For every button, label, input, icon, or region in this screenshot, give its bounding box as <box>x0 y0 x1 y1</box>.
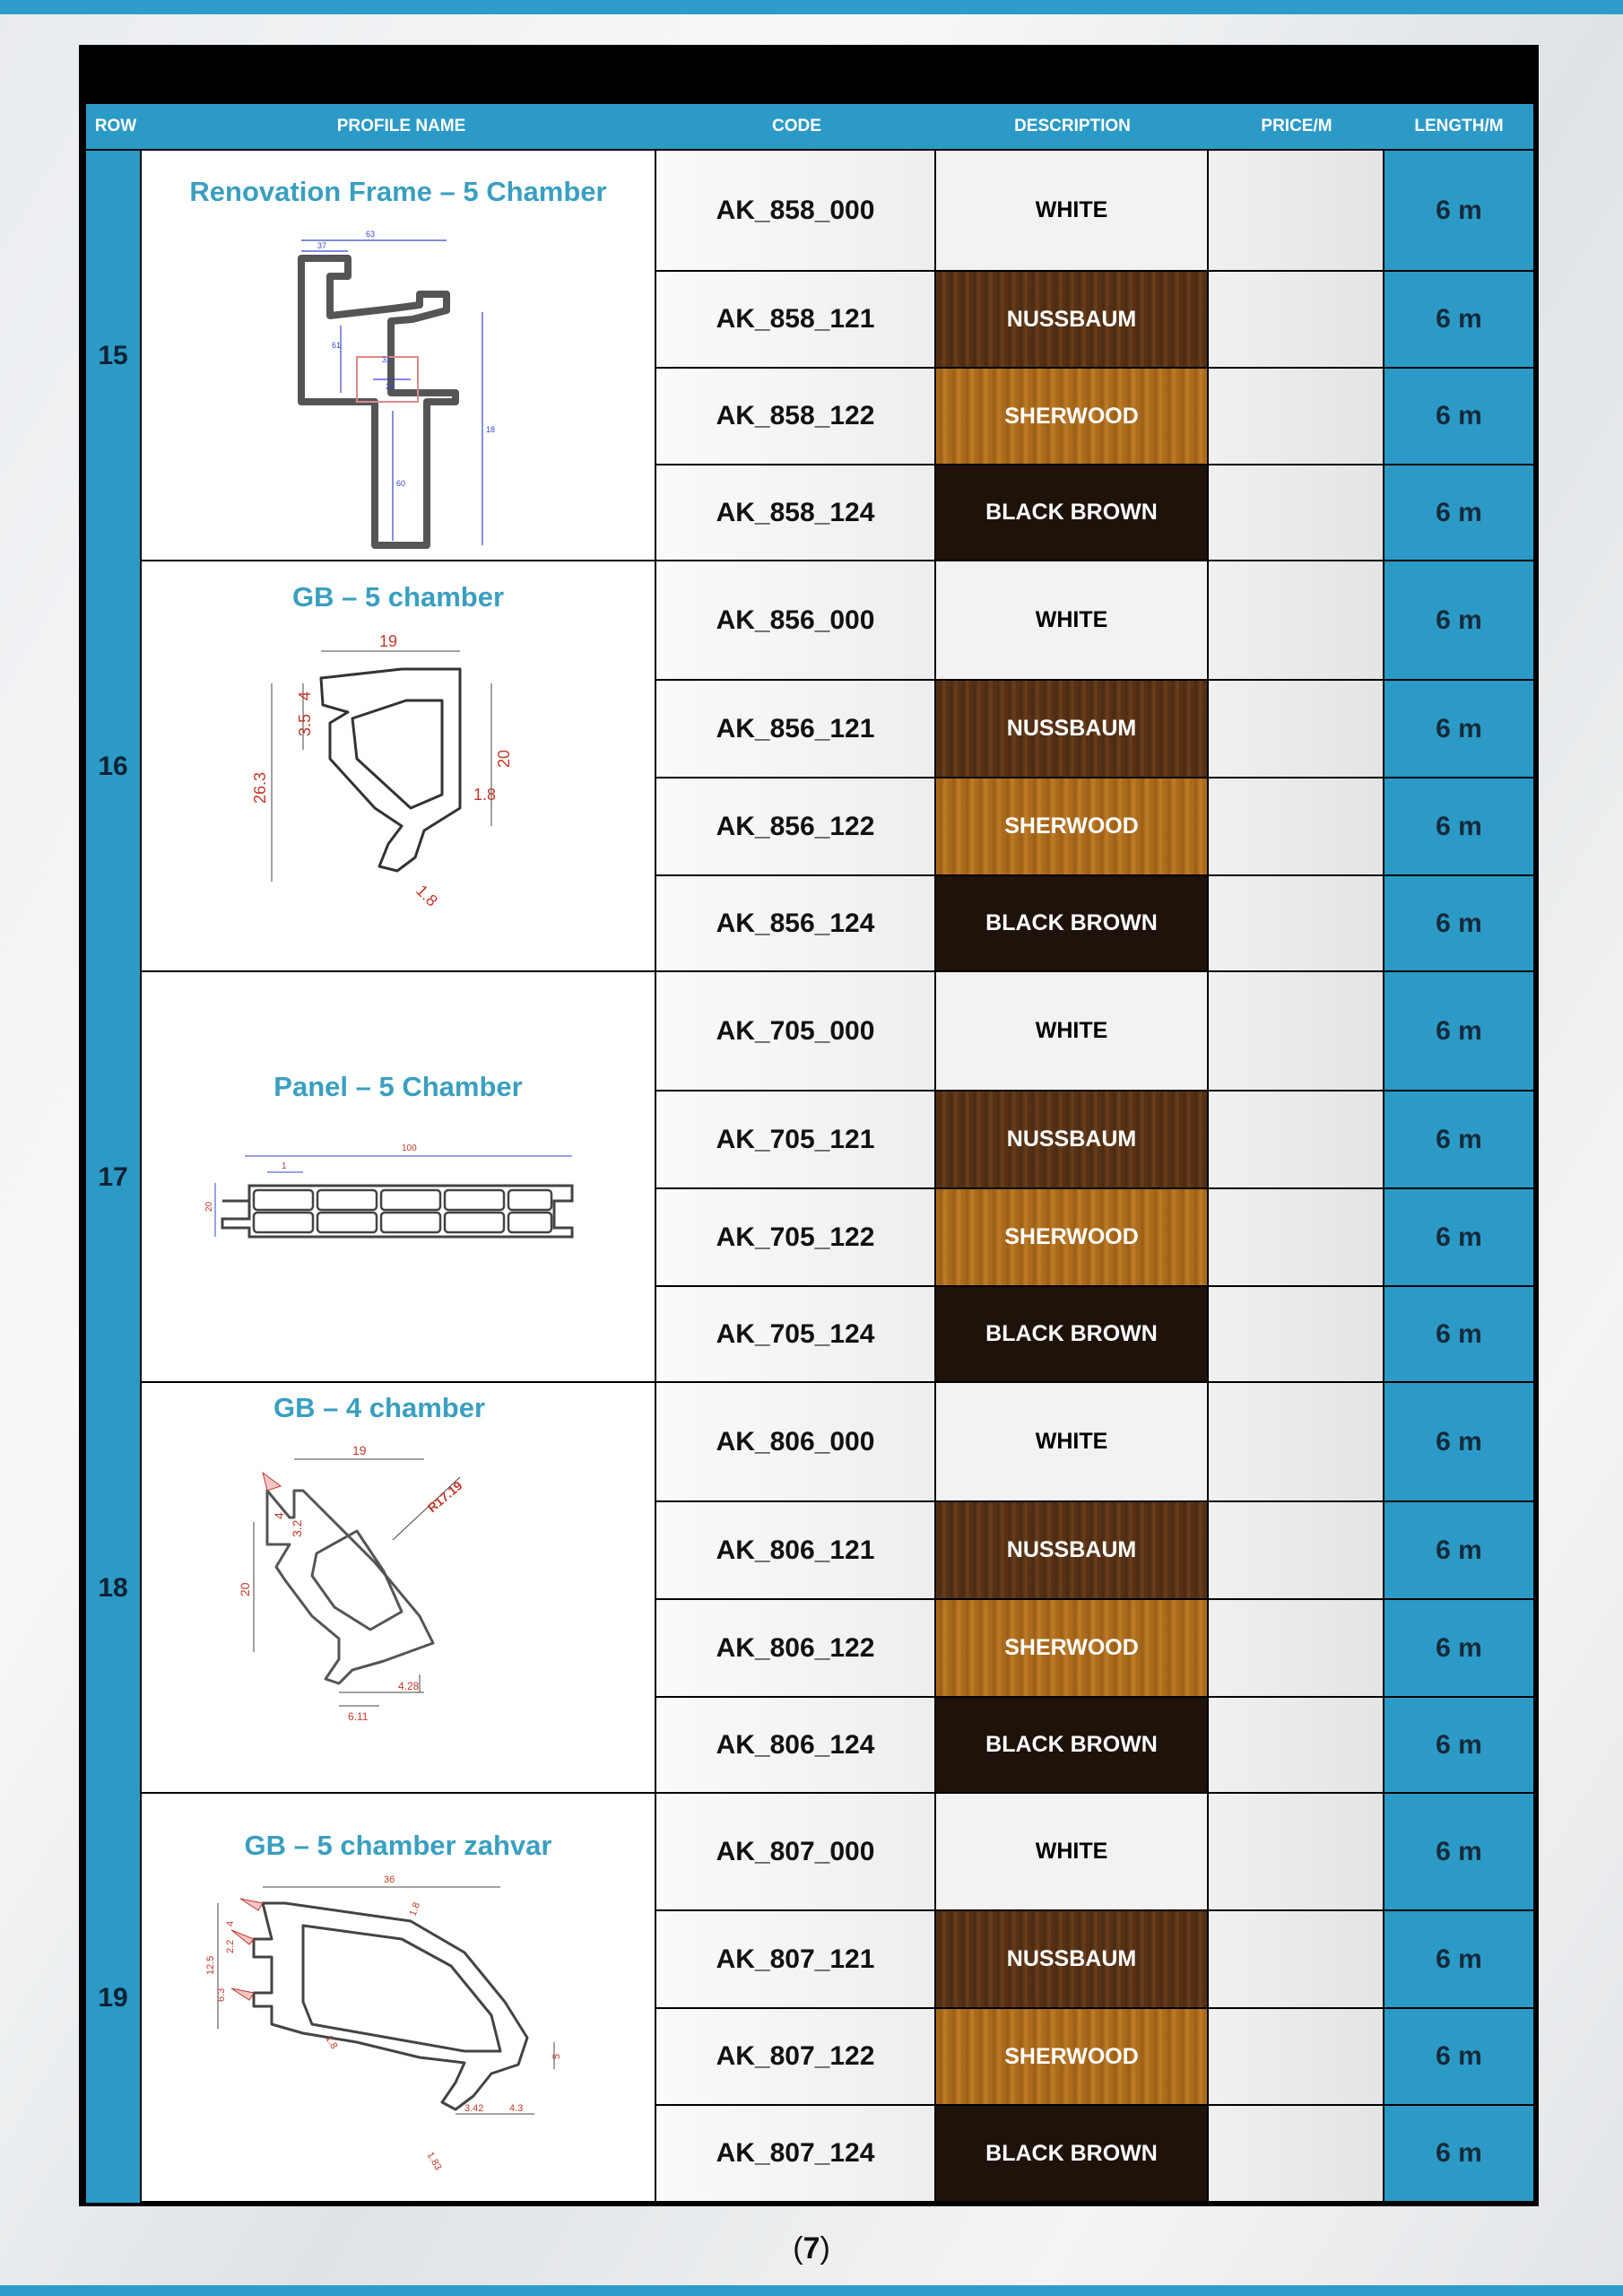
dim-label: 1.8 <box>407 1900 423 1918</box>
dim-label: R17.19 <box>424 1478 465 1516</box>
price-cell <box>1209 972 1384 1091</box>
price-cell <box>1209 1189 1384 1287</box>
profile-cell <box>142 151 656 561</box>
bottom-accent-bar <box>0 2285 1623 2296</box>
price-cell <box>1209 876 1384 972</box>
description-cell: BLACK BROWN <box>936 2106 1209 2203</box>
dim-label: 18 <box>486 425 496 434</box>
table-row <box>656 778 1533 876</box>
profile-title: GB – 4 chamber <box>273 1392 486 1423</box>
table-header <box>86 104 1533 149</box>
table-row <box>656 1287 1533 1383</box>
description-cell: SHERWOOD <box>936 778 1209 876</box>
profile-cell <box>142 561 656 972</box>
description-cell: WHITE <box>936 151 1209 272</box>
code-cell: AK_807_124 <box>656 2106 936 2203</box>
header-description: DESCRIPTION <box>1014 117 1131 135</box>
row-number: 18 <box>86 1383 142 1794</box>
profile-title: Panel – 5 Chamber <box>273 1071 523 1102</box>
dim-label: 2.2 <box>225 1939 236 1953</box>
header-price: PRICE/M <box>1261 117 1332 135</box>
code-cell: AK_856_000 <box>656 561 936 681</box>
length-cell: 6 m <box>1384 1091 1533 1189</box>
description-cell: NUSSBAUM <box>936 1502 1209 1600</box>
price-cell <box>1209 1091 1384 1189</box>
description-cell: WHITE <box>936 972 1209 1091</box>
price-cell <box>1209 151 1384 272</box>
dim-label: 1.8 <box>473 786 497 804</box>
row-number: 15 <box>86 151 142 561</box>
table-row <box>656 972 1533 1091</box>
code-cell: AK_858_000 <box>656 151 936 272</box>
length-cell: 6 m <box>1384 1189 1533 1287</box>
length-cell: 6 m <box>1384 1287 1533 1383</box>
price-cell <box>1209 2009 1384 2106</box>
profile-drawing <box>240 1437 545 1787</box>
code-cell: AK_856_121 <box>656 681 936 778</box>
code-cell: AK_806_124 <box>656 1698 936 1794</box>
dim-label: 20 <box>495 749 513 768</box>
length-cell: 6 m <box>1384 1600 1533 1698</box>
length-cell: 6 m <box>1384 1794 1533 1911</box>
code-cell: AK_807_121 <box>656 1911 936 2009</box>
price-cell <box>1209 2106 1384 2203</box>
table-row <box>656 1383 1533 1502</box>
code-cell: AK_705_000 <box>656 972 936 1091</box>
code-cell: AK_858_124 <box>656 465 936 561</box>
table-top-band <box>82 48 1535 100</box>
dim-label: 19 <box>352 1443 367 1457</box>
description-cell: SHERWOOD <box>936 1600 1209 1698</box>
length-cell: 6 m <box>1384 272 1533 369</box>
profile-cell <box>142 972 656 1383</box>
profile-drawing <box>222 624 581 965</box>
length-cell: 6 m <box>1384 2106 1533 2203</box>
dim-label: 6.3 <box>216 1987 227 2002</box>
price-table <box>79 45 1539 2206</box>
length-cell: 6 m <box>1384 369 1533 465</box>
code-cell: AK_705_124 <box>656 1287 936 1383</box>
code-cell: AK_806_000 <box>656 1383 936 1502</box>
description-cell: WHITE <box>936 561 1209 681</box>
header-row: ROW <box>94 117 137 135</box>
dim-label: 3.42 <box>464 2103 484 2114</box>
code-cell: AK_806_121 <box>656 1502 936 1600</box>
table-row <box>656 1911 1533 2009</box>
row-number: 16 <box>86 561 142 972</box>
table-group-18 <box>86 1383 1533 1794</box>
description-cell: SHERWOOD <box>936 369 1209 465</box>
page-number-value: 7 <box>803 2231 820 2266</box>
row-number: 19 <box>86 1794 142 2203</box>
page-number: (7) <box>793 2231 830 2266</box>
table-row <box>656 1698 1533 1794</box>
code-cell: AK_807_122 <box>656 2009 936 2106</box>
dim-label: 12.5 <box>205 1955 216 1975</box>
price-cell <box>1209 465 1384 561</box>
price-cell <box>1209 1600 1384 1698</box>
length-cell: 6 m <box>1384 681 1533 778</box>
length-cell: 6 m <box>1384 151 1533 272</box>
code-cell: AK_705_121 <box>656 1091 936 1189</box>
profile-title: GB – 5 chamber <box>291 581 505 613</box>
description-cell: NUSSBAUM <box>936 272 1209 369</box>
description-cell: WHITE <box>936 1383 1209 1502</box>
dim-label: 26.3 <box>251 771 269 804</box>
table-row <box>656 465 1533 561</box>
table-row <box>656 1794 1533 1911</box>
description-cell: SHERWOOD <box>936 2009 1209 2106</box>
table-row <box>656 561 1533 681</box>
price-cell <box>1209 1287 1384 1383</box>
description-cell: BLACK BROWN <box>936 1287 1209 1383</box>
dim-label: 100 <box>402 1144 417 1153</box>
table-row <box>656 1189 1533 1287</box>
dim-label: 6.11 <box>348 1710 369 1723</box>
dim-label: 20 <box>204 1201 214 1212</box>
length-cell: 6 m <box>1384 778 1533 876</box>
description-cell: BLACK BROWN <box>936 876 1209 972</box>
dim-label: 5 <box>551 2053 562 2059</box>
code-cell: AK_806_122 <box>656 1600 936 1698</box>
table-row <box>656 2106 1533 2203</box>
profile-cell <box>142 1383 656 1794</box>
code-cell: AK_856_124 <box>656 876 936 972</box>
table-group-19 <box>86 1794 1533 2203</box>
length-cell: 6 m <box>1384 465 1533 561</box>
description-cell: SHERWOOD <box>936 1189 1209 1287</box>
dim-label: 1 <box>282 1161 287 1171</box>
table-row <box>656 1091 1533 1189</box>
length-cell: 6 m <box>1384 1911 1533 2009</box>
description-cell: NUSSBAUM <box>936 681 1209 778</box>
dim-label: 36 <box>384 1874 395 1885</box>
code-cell: AK_858_121 <box>656 272 936 369</box>
dim-label: 60 <box>396 479 406 488</box>
price-cell <box>1209 681 1384 778</box>
top-accent-bar <box>0 0 1623 14</box>
length-cell: 6 m <box>1384 1502 1533 1600</box>
header-code: CODE <box>772 117 821 135</box>
dim-label: 61 <box>332 341 342 350</box>
profile-drawing <box>195 1867 608 2199</box>
table-row <box>656 876 1533 972</box>
description-cell: NUSSBAUM <box>936 1911 1209 2009</box>
profile-title: GB – 5 chamber zahvar <box>244 1830 552 1861</box>
table-group-17 <box>86 972 1533 1383</box>
table-row <box>656 272 1533 369</box>
header-length: LENGTH/M <box>1414 117 1504 135</box>
description-cell: BLACK BROWN <box>936 1698 1209 1794</box>
code-cell: AK_856_122 <box>656 778 936 876</box>
description-cell: NUSSBAUM <box>936 1091 1209 1189</box>
price-cell <box>1209 1698 1384 1794</box>
table-row <box>656 681 1533 778</box>
table-row <box>656 1502 1533 1600</box>
profile-drawing <box>276 222 545 554</box>
price-cell <box>1209 561 1384 681</box>
table-row <box>656 1600 1533 1698</box>
dim-label: 63 <box>366 230 376 239</box>
length-cell: 6 m <box>1384 1383 1533 1502</box>
dim-label: 1.8 <box>323 2033 340 2051</box>
code-cell: AK_705_122 <box>656 1189 936 1287</box>
code-cell: AK_858_122 <box>656 369 936 465</box>
length-cell: 6 m <box>1384 972 1533 1091</box>
table-row <box>656 369 1533 465</box>
dim-label: 4 <box>272 1512 286 1519</box>
dim-label: 4.28 <box>398 1680 420 1692</box>
table-row <box>656 2009 1533 2106</box>
table-group-15 <box>86 151 1533 561</box>
description-cell: WHITE <box>936 1794 1209 1911</box>
dim-label: 1.8 <box>412 881 442 910</box>
length-cell: 6 m <box>1384 561 1533 681</box>
price-cell <box>1209 1383 1384 1502</box>
price-cell <box>1209 1911 1384 2009</box>
row-number: 17 <box>86 972 142 1383</box>
profile-cell <box>142 1794 656 2203</box>
profile-drawing <box>195 1129 626 1255</box>
dim-label: 3.2 <box>290 1519 304 1537</box>
price-cell <box>1209 778 1384 876</box>
dim-label: 31 <box>382 355 392 364</box>
dim-label: 20 <box>238 1582 252 1596</box>
price-cell <box>1209 369 1384 465</box>
profile-title: Renovation Frame – 5 Chamber <box>189 176 607 207</box>
price-cell <box>1209 1794 1384 1911</box>
price-cell <box>1209 1502 1384 1600</box>
dim-label: 37 <box>317 241 327 250</box>
price-cell <box>1209 272 1384 369</box>
code-cell: AK_807_000 <box>656 1794 936 1911</box>
table-group-16 <box>86 561 1533 972</box>
header-profile-name: PROFILE NAME <box>336 117 466 135</box>
length-cell: 6 m <box>1384 1698 1533 1794</box>
dim-label: 24 <box>386 382 395 391</box>
length-cell: 6 m <box>1384 876 1533 972</box>
description-cell: BLACK BROWN <box>936 465 1209 561</box>
dim-label: 4 <box>296 691 314 700</box>
dim-label: 4.3 <box>509 2103 524 2114</box>
dim-label: 3.5 <box>296 713 314 736</box>
dim-label: 4 <box>225 1920 236 1926</box>
table-row <box>656 151 1533 272</box>
dim-label: 19 <box>379 632 398 650</box>
length-cell: 6 m <box>1384 2009 1533 2106</box>
dim-label: 1.83 <box>424 2150 444 2173</box>
